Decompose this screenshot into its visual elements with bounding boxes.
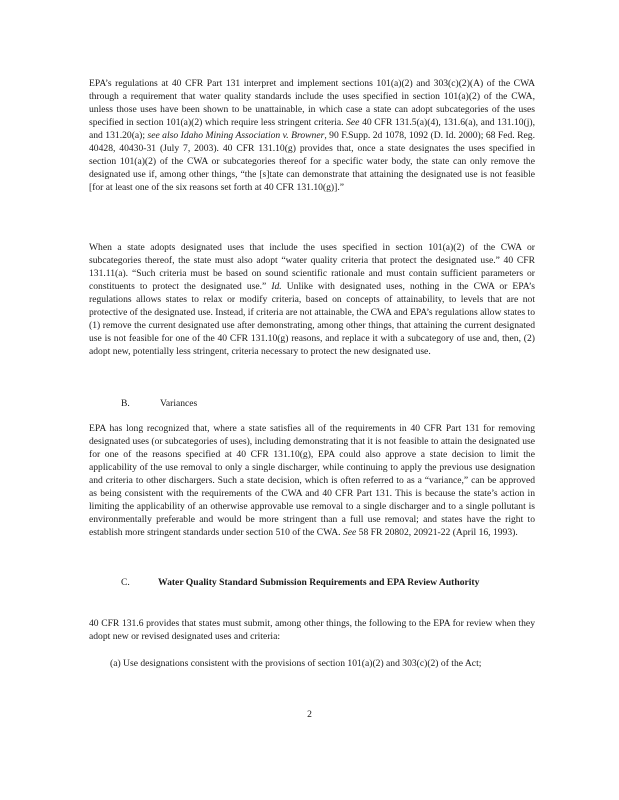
text-run: (a) Use designations consistent with the provisions of section 101(a)(2) and 303(c)(2) of the Act; (110, 658, 482, 669)
text-run: , 90 F.Supp. 2d 1078, 1092 (D. Id. 2000); 68 Fed. Reg. 40428, 40430-31 (July 7, 2003). 40 CFR 131.10(g) provides that, once a state designates the uses specified in section 101(a)(2) of the CWA or subcategories thereof for a specific water body, the state can only remove the designated use if, among other things, “the [s]tate can demonstrate that attaining the designated use is not feasible [for at least one of the six reasons set forth at 40 CFR 131.10(g)].” (89, 130, 535, 193)
italic-text-run: Id. (271, 281, 282, 292)
section-label: B. (121, 398, 130, 409)
list-item-use-designations (110, 657, 534, 670)
italic-text-run: See (342, 527, 357, 538)
text-run: EPA has long recognized that, where a state satisfies all of the requirements in 40 CFR Part 131 for removing designated uses (or subcategories of uses), including demonstrating that it is not feasible to attain the designated use for one of the reasons specified at 40 CFR 131.10(g), EPA could also approve a state decision to limit the applicability of the use removal to only a single discharger, while continuing to apply the previous use designation and criteria to other dischargers. Such a state decision, which is often referred to as a “variance,” can be approved as being consistent with the requirements of the CWA and 40 CFR Part 131. This is because the state’s action in limiting the applicability of an otherwise approvable use removal to a single discharger and to a single pollutant is environmentally preferable and would be more stringent than a full use removal; and states have the right to establish more stringent standards under section 510 of the CWA. (89, 423, 535, 538)
paragraph-submission (89, 617, 535, 643)
italic-text-run: see also Idaho Mining Association v. Browner (147, 130, 325, 141)
text-run: When a state adopts designated uses that include the uses specified in section 101(a)(2) of the CWA or subcategories thereof, the state must also adopt “water quality criteria that protect the designated use.” 40 CFR 131.11(a). “Such criteria must be based on sound scientific rationale and must contain sufficient parameters or constituents to protect the designated use.” (89, 242, 535, 292)
paragraph-variances (89, 422, 535, 539)
text-run: EPA’s regulations at 40 CFR Part 131 interpret and implement sections 101(a)(2) and 303(c)(2)(A) of the CWA through a requirement that water quality standards include the uses specified in section 101(a)(2) of the CWA, unless those uses have been shown to be unattainable, in which case a state can adopt subcategories of the uses specified in section 101(a)(2) which require less stringent criteria. (89, 78, 535, 128)
section-title: Water Quality Standard Submission Requirements and EPA Review Authority (158, 577, 480, 588)
italic-text-run: See (346, 117, 360, 128)
page-number: 2 (307, 709, 312, 720)
section-heading-submission (121, 576, 531, 589)
section-title: Variances (160, 398, 198, 409)
text-run: 58 FR 20802, 20921-22 (April 16, 1993). (356, 527, 518, 538)
text-run: 40 CFR 131.6 provides that states must submit, among other things, the following to the EPA for review when they adopt new or revised designated uses and criteria: (89, 618, 535, 642)
paragraph-regulations (89, 77, 535, 194)
section-label: C. (121, 577, 130, 588)
text-run: Unlike with designated uses, nothing in the CWA or EPA’s regulations allows states to relax or modify criteria, based on concepts of attainability, to levels that are not protective of the designated use. Instead, if criteria are not attainable, the CWA and EPA’s regulations allow states to (1) remove the current designated use after demonstrating, among other things, that attaining the current designated use is not feasible for one of the 40 CFR 131.10(g) reasons, and replace it with a subcategory of use and, then, (2) adopt new, potentially less stringent, criteria necessary to protect the new designated use. (89, 281, 535, 357)
paragraph-criteria (89, 241, 535, 358)
text-run: 40 CFR 131.5(a)(4), 131.6(a), and 131.10(j), and 131.20(a); (89, 117, 535, 141)
